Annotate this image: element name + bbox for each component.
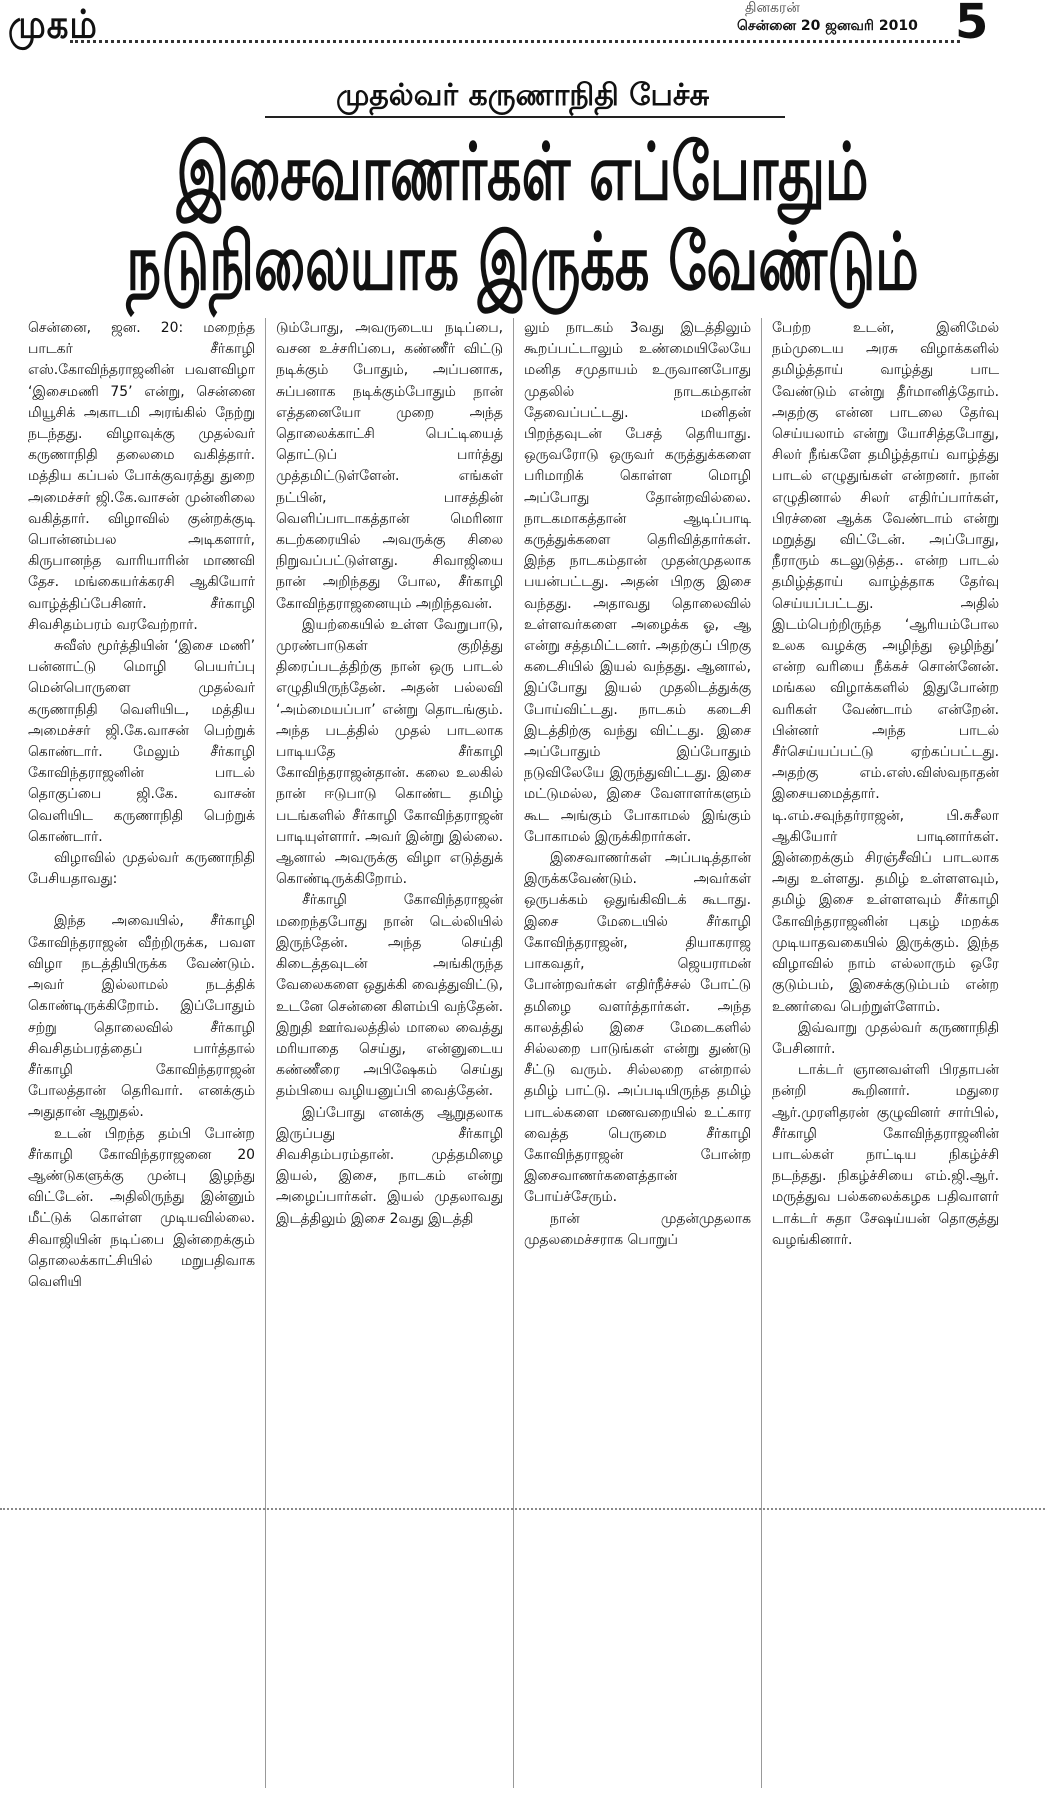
headline-line-2: நடுநிலையாக இருக்க வேண்டும் bbox=[126, 216, 919, 308]
paragraph: இப்போது எனக்கு ஆறுதலாக இருப்பது சீர்காழி சிவசிதம்பரம்தான். முத்தமிழை இயல், இசை, நாடகம் என்று அழைப்பார்கள். இயல் முதலாவது இடத்திலும் இசை 2வது இடத்தி bbox=[276, 1104, 503, 1227]
section-name: முகம் bbox=[8, 2, 98, 48]
column-separator bbox=[513, 318, 514, 1788]
column-separator bbox=[761, 318, 762, 1788]
bottom-rule bbox=[0, 1508, 1045, 1510]
headline-line-1: இசைவாணர்கள் எப்போதும் bbox=[176, 126, 869, 218]
kicker-rule bbox=[265, 116, 785, 118]
column-2 bbox=[276, 318, 503, 1230]
paragraph: சீர்காழி கோவிந்தராஜன் மறைந்தபோது நான் டெல்லியில் இருந்தேன். அந்த செய்தி கிடைத்தவுடன் அங்கிருந்த வேலைகளை ஒதுக்கி வைத்துவிட்டு, உடனே சென்னை கிளம்பி வந்தேன். இறுதி ஊர்வலத்தில் மாலை வைத்து மரியாதை செய்து, என்னுடைய கண்ணீரை அபிஷேகம் செய்து தம்பியை வழியனுப்பி வைத்தேன். bbox=[276, 892, 503, 1100]
masthead bbox=[0, 0, 1045, 48]
paragraph: டாக்டர் ஞானவள்ளி பிரதாபன் நன்றி கூறினார். மதுரை ஆர்.முரளிதரன் குழுவினர் சார்பில், சீர்காழி கோவிந்தராஜனின் பாடல்கள் நாட்டிய நிகழ்ச்சி நடந்தது. நிகழ்ச்சியை எம்.ஜி.ஆர். மருத்துவ பல்கலைக்கழக பதிவாளர் டாக்டர் சுதா சேஷய்யன் தொகுத்து வழங்கினார். bbox=[772, 1062, 999, 1248]
paragraph: இவ்வாறு முதல்வர் கருணாநிதி பேசினார். bbox=[772, 1019, 999, 1057]
article-body bbox=[28, 318, 1018, 1818]
paragraph: சுவீஸ் மூர்த்தியின் ‘இசை மணி’ பன்னாட்டு மொழி பெயர்ப்பு மென்பொருளை முதல்வர் கருணாநிதி வெளியிட, மத்திய அமைச்சர் ஜி.கே.வாசன் பெற்றுக் கொண்டார். மேலும் சீர்காழி கோவிந்தராஜனின் பாடல் தொகுப்பை ஜி.கே. வாசன் வெளியிட கருணாநிதி பெற்றுக் கொண்டார். bbox=[28, 638, 255, 845]
top-rule bbox=[70, 40, 960, 43]
paragraph: சென்னை, ஜன. 20: மறைந்த பாடகர் சீர்காழி எஸ்.கோவிந்தராஜனின் பவளவிழா ‘இசைமணி 75’ என்று, சென்னை மியூசிக் அகாடமி அரங்கில் நேற்று நடந்தது. விழாவுக்கு முதல்வர் கருணாநிதி தலைமை வகித்தார். மத்திய கப்பல் போக்குவரத்து துறை அமைச்சர் ஜி.கே.வாசன் முன்னிலை வகித்தார். விழாவில் குன்றக்குடி பொன்னம்பல அடிகளார், கிருபானந்த வாரியாரின் மாணவி தேச. மங்கையர்க்கரசி ஆகியோர் வாழ்த்திப்பேசினர். சீர்காழி சிவசிதம்பரம் வரவேற்றார். bbox=[28, 320, 255, 633]
column-1 bbox=[28, 318, 255, 1293]
paragraph: இந்த அவையில், சீர்காழி கோவிந்தராஜன் வீற்றிருக்க, பவள விழா நடத்தியிருக்க வேண்டும். அவர் இல்லாமல் நடத்திக் கொண்டிருக்கிறோம். இப்போதும் சற்று தொலைவில் சீர்காழி சிவசிதம்பரத்தைப் பார்த்தால் சீர்காழி கோவிந்தராஜன் போலத்தான் தெரிவார். எனக்கும் அதுதான் ஆறுதல். bbox=[28, 913, 255, 1121]
paragraph: விழாவில் முதல்வர் கருணாநிதி பேசியதாவது: bbox=[28, 850, 255, 888]
paragraph: இயற்கையில் உள்ள வேறுபாடு, முரண்பாடுகள் குறித்து திரைப்படத்திற்கு நான் ஒரு பாடல் எழுதியிருந்தேன். அதன் பல்லவி ‘அம்மையப்பா’ என்று தொடங்கும். அந்த படத்தில் முதல் பாடலாக பாடியதே சீர்காழி கோவிந்தராஜன்தான். கலை உலகில் நான் ஈடுபாடு கொண்ட தமிழ் படங்களில் சீர்காழி கோவிந்தராஜன் பாடியுள்ளார். அவர் இன்று இல்லை. ஆனால் அவருக்கு விழா எடுத்துக் கொண்டிருக்கிறோம். bbox=[276, 616, 503, 888]
page-number: 5 bbox=[955, 0, 989, 50]
paragraph: டும்போது, அவருடைய நடிப்பை, வசன உச்சரிப்பை, கண்ணீர் விட்டு நடிக்கும் போதும், அப்பனாக, சுப்பனாக நடிக்கும்போதும் நான் எத்தனையோ முறை அந்த தொலைக்காட்சி பெட்டியைத் தொட்டுப் பார்த்து முத்தமிட்டுள்ளேன். எங்கள் நட்பின், பாசத்தின் வெளிப்பாடாகத்தான் மெரினா கடற்கரையில் அவருக்கு சிலை நிறுவப்பட்டுள்ளது. சிவாஜியை நான் அறிந்தது போல, சீர்காழி கோவிந்தராஜனையும் அறிந்தவன். bbox=[276, 320, 503, 612]
dateline: சென்னை 20 ஜனவரி 2010 bbox=[737, 18, 918, 34]
paragraph: பேற்ற உடன், இனிமேல் நம்முடைய அரசு விழாக்களில் தமிழ்த்தாய் வாழ்த்து பாட வேண்டும் என்று தீர்மானித்தோம். அதற்கு என்ன பாடலை தேர்வு செய்யலாம் என்று யோசித்தபோது, சிலர் நீங்களே தமிழ்த்தாய் வாழ்த்து பாடல் எழுதுங்கள் என்றனர். நான் எழுதினால் சிலர் எதிர்ப்பார்கள், பிரச்னை ஆக்க வேண்டாம் என்று மறுத்து விட்டேன். அப்போது, நீராரும் கடலுடுத்த.. என்ற பாடல் தமிழ்த்தாய் வாழ்த்தாக தேர்வு செய்யப்பட்டது. அதில் இடம்பெற்றிருந்த ‘ஆரியம்போல உலக வழக்கு அழிந்து ஒழிந்து’ என்ற வரியை நீக்கச் சொன்னேன். மங்கல விழாக்களில் இதுபோன்ற வரிகள் வேண்டாம் என்றேன். பின்னர் அந்த பாடல் சீர்செய்யப்பட்டு ஏற்கப்பட்டது. அதற்கு எம்.எஸ்.விஸ்வநாதன் இசையமைத்தார். டி.எம்.சவுந்தர்ராஜன், பி.சுசீலா ஆகியோர் பாடினார்கள். இன்றைக்கும் சிரஞ்சீவிப் பாடலாக அது உள்ளது. தமிழ் உள்ளளவும், தமிழ் இசை உள்ளளவும் சீர்காழி கோவிந்தராஜனின் புகழ் மறக்க முடியாதவகையில் இருக்கும். இந்த விழாவில் நாம் எல்லாரும் ஒரே குடும்பம், இசைக்குடும்பம் என்ற உணர்வை பெற்றுள்ளோம். bbox=[772, 320, 999, 1015]
column-3 bbox=[524, 318, 751, 1251]
column-4 bbox=[772, 318, 999, 1251]
column-separator bbox=[265, 318, 266, 1788]
paragraph: உடன் பிறந்த தம்பி போன்ற சீர்காழி கோவிந்தராஜனை 20 ஆண்டுகளுக்கு முன்பு இழந்து விட்டேன். அதிலிருந்து இன்னும் மீட்டுக் கொள்ள முடியவில்லை. சிவாஜியின் நடிப்பை இன்றைக்கும் தொலைக்காட்சியில் மறுபதிவாக வெளியி bbox=[28, 1125, 255, 1290]
paper-name: தினகரன் bbox=[745, 0, 800, 16]
paragraph: லும் நாடகம் 3வது இடத்திலும் கூறப்பட்டாலும் உண்மையிலேயே மனித சமுதாயம் உருவானபோது முதலில் நாடகம்தான் தேவைப்பட்டது. மனிதன் பிறந்தவுடன் பேசத் தெரியாது. ஒருவரோடு ஒருவர் கருத்துக்களை பரிமாறிக் கொள்ள மொழி அப்போது தோன்றவில்லை. நாடகமாகத்தான் ஆடிப்பாடி கருத்துக்களை தெரிவித்தார்கள். இந்த நாடகம்தான் முதன்முதலாக பயன்பட்டது. அதன் பிறகு இசை வந்தது. அதாவது தொலைவில் உள்ளவர்களை அழைக்க ஓ, ஆ என்று சத்தமிட்டனர். அதற்குப் பிறகு கடைசியில் இயல் வந்தது. ஆனால், இப்போது இயல் முதலிடத்துக்கு போய்விட்டது. நாடகம் கடைசி இடத்திற்கு வந்து விட்டது. இசை அப்போதும் இப்போதும் நடுவிலேயே இருந்துவிட்டது. இசை மட்டுமல்ல, இசை வேளாளர்களும் கூட அங்கும் போகாமல் இங்கும் போகாமல் இருக்கிறார்கள். bbox=[524, 320, 751, 845]
kicker: முதல்வர் கருணாநிதி பேச்சு bbox=[335, 78, 710, 113]
paragraph: நான் முதன்முதலாக முதலமைச்சராக பொறுப் bbox=[524, 1210, 751, 1248]
paragraph: இசைவாணர்கள் அப்படித்தான் இருக்கவேண்டும். அவர்கள் ஒருபக்கம் ஒதுங்கிவிடக் கூடாது. இசை மேடையில் சீர்காழி கோவிந்தராஜன், தியாகராஜ பாகவதர், ஜெயராமன் போன்றவர்கள் எதிர்நீச்சல் போட்டு தமிழை வளர்த்தார்கள். அந்த காலத்தில் இசை மேடைகளில் சில்லறை பாடுங்கள் என்று துண்டு சீட்டு வரும். சில்லறை என்றால் தமிழ் பாட்டு. அப்படியிருந்த தமிழ் பாடல்களை மணவறையில் உட்கார வைத்த பெருமை சீர்காழி கோவிந்தராஜன் போன்ற இசைவாணர்களைத்தான் போய்ச்சேரும். bbox=[524, 850, 751, 1206]
